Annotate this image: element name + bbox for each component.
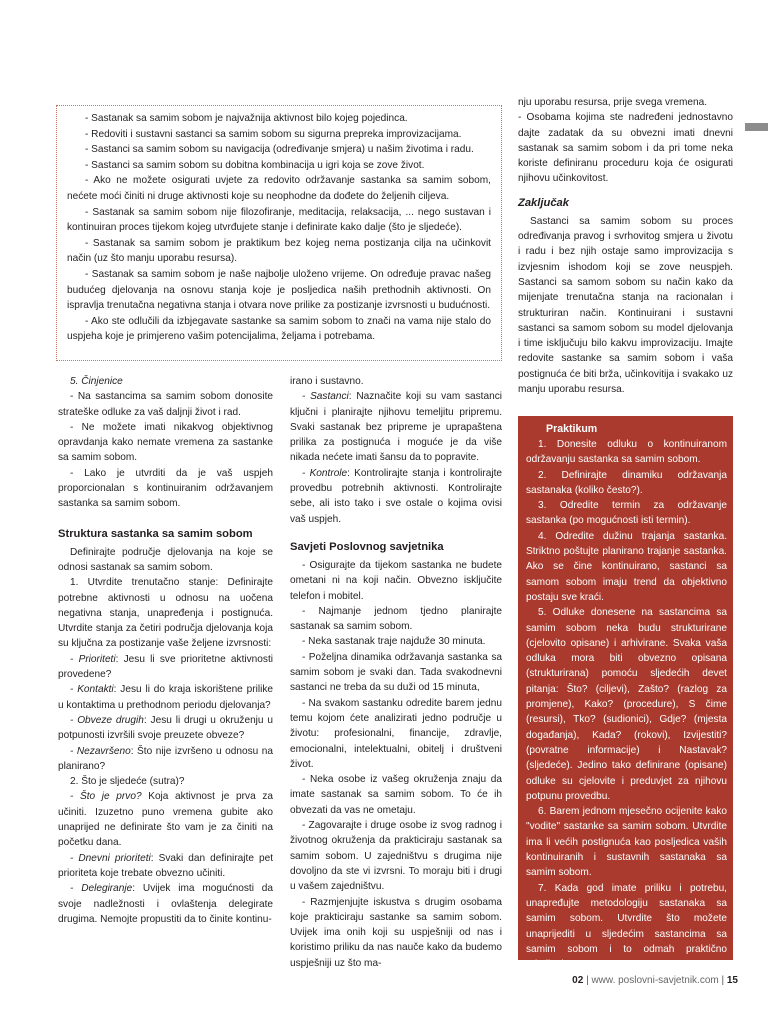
list-item: - Nezavršeno: Što nije izvršeno u odnosu na planirano? bbox=[58, 745, 273, 772]
footer-separator: | bbox=[718, 975, 727, 986]
zakljucak-heading: Zaključak bbox=[518, 196, 569, 209]
list-item: - Dnevni prioriteti: Svaki dan definirajte pet prioriteta koje trebate obvezno učiniti. bbox=[58, 852, 273, 879]
praktikum-item: 4. Odredite dužinu trajanja sastanka. Striktno poštujte planirano trajanje sastanka. Ako se čine kontinuirano, sastanci sa samom sobom imaju trend da objektivno postaju sve kraći. bbox=[526, 530, 727, 603]
page-footer bbox=[540, 975, 738, 986]
list-item: - Što je prvo? Koja aktivnost je prva za učiniti. Izuzetno puno vremena gubite ako unaprijed ne definirate što vam je za činiti na početku dana. bbox=[58, 791, 273, 849]
box-item: - Sastanak sa samim sobom je praktikum bez kojeg nema postizanja cilja na učinkovit način (uz što manju uporabu resursa). bbox=[67, 237, 491, 265]
praktikum-item: 3. Odredite termin za održavanje sastanka (po mogućnosti isti termin). bbox=[526, 500, 727, 527]
summary-box bbox=[56, 105, 502, 361]
list-item: - Obveze drugih: Jesu li drugi u okruženju u potpunosti izvršili svoje preuzete obveze? bbox=[58, 714, 273, 742]
list-item: - Kontrole: Kontrolirajte stanja i kontrolirajte provedbu potrebnih aktivnosti. Kontrolirajte sebe, ali isto tako i sve ostale o kojima ovisi vaš uspjeh. bbox=[290, 467, 503, 525]
footer-separator: | bbox=[583, 975, 592, 986]
box-item: - Ako ste odlučili da izbjegavate sastanke sa samim sobom to znači na vama nije stalo do uspjeha koje je primjereno vašim potencijalima, željama i potrebama. bbox=[67, 315, 491, 343]
paragraph: - Osobama kojima ste nadređeni jednostavno dajte zadatak da su obvezni imati dnevni sastanak sa samim sobom i da pri tome neka koriste definiranu proceduru koja će osigurati njihovu učinkovitost. bbox=[518, 112, 733, 185]
continued-text: nju uporabu resursa, prije svega vremena. bbox=[518, 97, 708, 108]
column-2 bbox=[290, 374, 502, 971]
list-item: - Delegiranje: Uvijek ima mogućnosti da svoje nadležnosti i ovlaštenja delegirate drugima. Nemojte propustiti da to činite kontinu- bbox=[58, 883, 273, 925]
paragraph: - Razmjenjujte iskustva s drugim osobama koje prakticiraju sastanke sa samim sobom. Uvijek ima onih koji su uspješniji od nas i koristimo priliku da nas nauče kako da budemo uspješniji uz što ma- bbox=[290, 896, 502, 969]
list-item: - Sastanci: Naznačite koji su vam sastanci ključni i planirajte njihovu temeljitu pripremu. Svaki sastanak bez pripreme je uprapaštena prilika za postignuća i moguće je da više nikada nećete imati šansu da to popravite. bbox=[290, 391, 502, 464]
praktikum-item: 2. Definirajte dinamiku održavanja sastanaka (koliko često?). bbox=[526, 469, 727, 496]
praktikum-item: 1. Donesite odluku o kontinuiranom održavanju sastanka sa samim sobom. bbox=[526, 439, 727, 466]
paragraph: - Osigurajte da tijekom sastanka ne budete ometani ni na koji način. Obvezno isključite telefon i mobitel. bbox=[290, 559, 502, 602]
paragraph: Definirajte područje djelovanja na koje se odnosi sastanak sa samim sobom. bbox=[58, 546, 273, 573]
paragraph: 1. Utvrdite trenutačno stanje: Definirajte potrebne aktivnosti u odnosu na uočena negativna stanja, unapređenja i postignuća. Utvrdite stanja za četiri područja djelovanja koja su ključna za postizanje vaše željene izvrsnosti: bbox=[58, 577, 273, 650]
box-item: - Sastanak sa samim sobom je naše najbolje uloženo vrijeme. On određuje pravac našeg budućeg djelovanja na osnovu stanja koje je posljedica naših prethodnih aktivnosti. On ispravlja trenutačna negativna stanja i otvara nove prilike za postizanje izvrsnosti u budućnosti. bbox=[67, 268, 491, 312]
box-item: - Sastanci sa samim sobom su navigacija (određivanje smjera) u našim životima i radu. bbox=[85, 144, 474, 156]
struktura-heading: Struktura sastanka sa samim sobom bbox=[58, 527, 253, 540]
praktikum-heading: Praktikum bbox=[546, 423, 598, 435]
section-title: 5. Činjenice bbox=[70, 376, 123, 387]
praktikum-item: 7. Kada god imate priliku i potrebu, unapređujte metodologiju sastanaka sa samim sobom. Utvrdite što možete unaprijediti u sljedećim sastancima sa samim sobom i to odmah praktično primijenite. bbox=[526, 882, 727, 971]
column-1 bbox=[58, 374, 273, 927]
issue-number: 02 bbox=[572, 975, 584, 986]
box-item: - Ako ne možete osigurati uvjete za redovito održavanje sastanka sa samim sobom, nećete moći činiti ni druge aktivnosti koje su neophodne da dođete do željenih ciljeva. bbox=[67, 175, 491, 202]
savjeti-heading: Savjeti Poslovnog savjetnika bbox=[290, 540, 444, 553]
column-3 bbox=[518, 95, 733, 397]
box-item: - Sastanci sa samim sobom su dobitna kombinacija u igri koja se zove život. bbox=[85, 159, 425, 171]
website-url: www. poslovni-savjetnik.com bbox=[591, 975, 719, 986]
paragraph: - Na sastancima sa samim sobom donosite strateške odluke za vaš daljnji život i rad. bbox=[58, 391, 273, 418]
paragraph: - Neka sastanak traje najduže 30 minuta. bbox=[302, 636, 486, 648]
paragraph: - Najmanje jednom tjedno planirajte sastanak sa samim sobom. bbox=[290, 605, 502, 633]
list-item: - Kontakti: Jesu li do kraja iskorištene prilike u kontaktima u prethodnom periodu djelovanja? bbox=[58, 684, 273, 711]
praktikum-item: 5. Odluke donesene na sastancima sa samim sobom neka budu strukturirane (cjelovito opisane) i arhivirane. Svaka vaša odluka mora biti obvezno opisana (strukturirana) pomoću sljedećih devet pitanja: Što? (ciljevi), Zašto? (razlog za promjene), Kako? (procedure), S čime (resursi), Tko? (sudionici), Gdje? (mjesta događanja), Kada? (rokovi), Izvijestiti? (povratne informacije) i Nastavak? (sljedeće). Jedino tako definirane (opisane) odluke su cjelovite i preduvjet za njihovu potpunu provedbu. bbox=[526, 607, 727, 802]
paragraph: - Neka osobe iz vašeg okruženja znaju da imate sastanak sa samim sobom. To će ih obvezati da vas ne ometaju. bbox=[290, 774, 502, 816]
list-item: - Prioriteti: Jesu li sve prioritetne aktivnosti provedene? bbox=[58, 653, 273, 681]
side-tab-marker bbox=[745, 123, 768, 131]
praktikum-item: 6. Barem jednom mjesečno ocijenite kako "vodite" sastanke sa samim sobom. Utvrdite ima li većih postignuća kao posljedica vaših kontinuiranih i sustavnih sastanaka sa samim sobom. bbox=[526, 806, 727, 879]
continued-text: irano i sustavno. bbox=[290, 376, 364, 387]
box-item: - Sastanak sa samim sobom je najvažnija aktivnost bilo kojeg pojedinca. bbox=[85, 113, 408, 124]
paragraph: - Poželjna dinamika održavanja sastanka sa samim sobom je svaki dan. Tada svakodnevni sastanci ne treba da su duži od 15 minuta, bbox=[290, 651, 502, 694]
paragraph: - Ne možete imati nikakvog objektivnog opravdanja kako nemate vremena za sastanke sa samim sobom. bbox=[58, 421, 273, 464]
zakljucak-text: Sastanci sa samim sobom su proces određivanja pravog i svrhovitog smjera u životu i radu i bez njih ostaje samo improvizacija s izvjesnim ishodom koji se zove neuspjeh. Sastanci sa samom sobom su način kako da mijenjate trenutačna stanja na racionalan i strukturiran način. Kontinuirani i sustavni sastanci sa samom sobom su model djelovanja i time isključuju bilo kakvu improvizaciju. Imajte redovite sastanke sa samim sobom i vaša postignuća će biti brža, učinkovitija i svakako uz manju uporabu resursa. bbox=[518, 215, 733, 396]
paragraph: - Zagovarajte i druge osobe iz svog radnog i životnog okruženja da prakticiraju sastanak sa samim sobom. U zajedništvu s drugima nije dovoljno da ste vi izvrsni. To moraju biti i drugi u vašem zajedništvu. bbox=[290, 820, 502, 893]
paragraph: - Lako je utvrditi da je vaš uspjeh proporcionalan s kontinuiranim održavanjem sastanka sa samim sobom. bbox=[58, 467, 273, 510]
paragraph: 2. Što je sljedeće (sutra)? bbox=[70, 776, 185, 788]
praktikum-box bbox=[518, 416, 733, 971]
paragraph: - Na svakom sastanku odredite barem jednu temu kojom ćete analizirati jedno područje u životu: profesionalni, financije, zdravlje, emocionalni, intelektualni, obitelj i društveni život. bbox=[290, 697, 502, 770]
box-item: - Sastanak sa samim sobom nije filozofiranje, meditacija, relaksacija, ... nego sustavan i kontinuiran proces tijekom kojeg utvrđujete stanje i definirate kako dalje (što je sljedeće). bbox=[67, 206, 491, 234]
box-item: - Redoviti i sustavni sastanci sa samim sobom su sigurna prepreka improvizacijama. bbox=[85, 128, 462, 140]
page-number: 15 bbox=[726, 975, 738, 986]
